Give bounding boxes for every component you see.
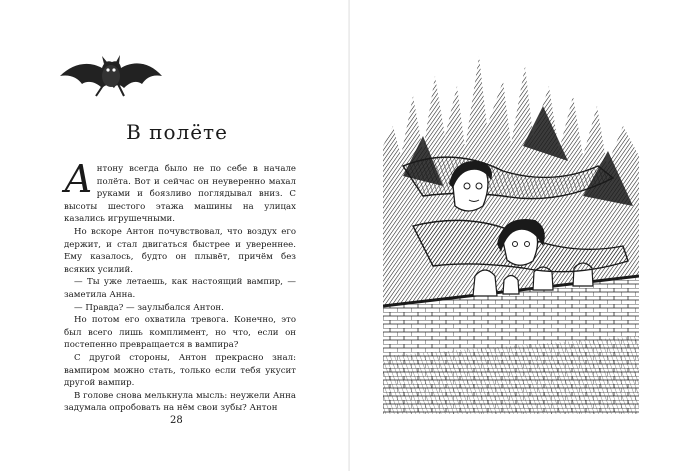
paragraph: — Ты уже летаешь, как настоящий вампир, — заметила Анна. (64, 277, 296, 300)
paragraph: Антону всегда было не по себе в начале полёта. Вот и сейчас он неуверенно махал руками и боязливо поглядывал вниз. С высоты шестого этажа машины на улицах казались игрушечными. (64, 157, 296, 225)
paragraph: В голове снова мелькнула мысль: неужели Анна задумала опробовать на нём свои зубы? Антон (64, 390, 296, 414)
drop-cap: А (64, 157, 93, 201)
body-text (64, 157, 296, 415)
bat-icon (58, 54, 164, 102)
chapter-title: В полёте (126, 120, 228, 144)
vampire-flight-illustration (383, 56, 639, 414)
paragraph: Но вскоре Антон почувствовал, что воздух его держит, и стал двигаться быстрее и увереннее. Ему казалось, будто он плывёт, причём без всяких усилий. (64, 226, 296, 275)
paragraph: Но потом его охватила тревога. Конечно, это был всего лишь комплимент, но что, если он постепенно превращается в вампира? (64, 315, 296, 351)
paragraph: С другой стороны, Антон прекрасно знал: вампиром можно стать, только если тебя укусит другой вампир. (64, 352, 296, 389)
paragraph: — Правда? — заулыбался Антон. (74, 302, 224, 313)
page-number: 28 (170, 415, 183, 426)
